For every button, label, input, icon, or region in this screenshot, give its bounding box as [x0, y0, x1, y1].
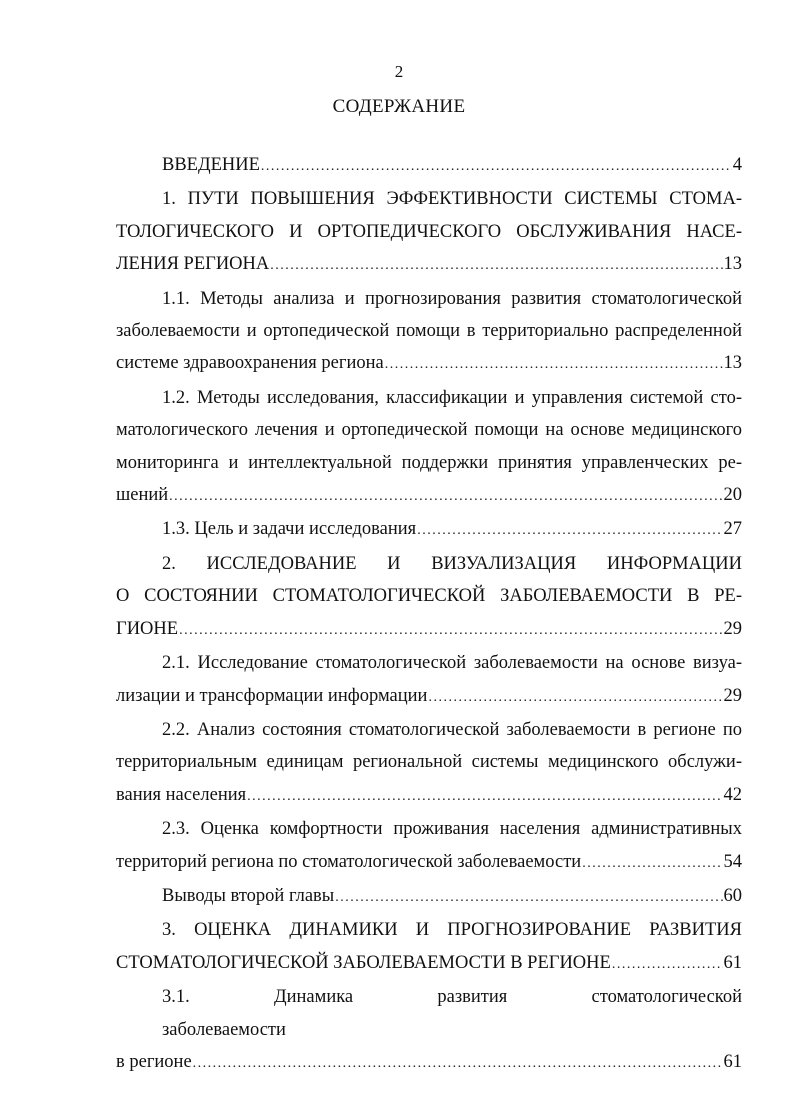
dot-leader — [612, 949, 723, 981]
toc-entry-line: матологического лечения и ортопедической помощи на основе медицинского — [116, 420, 742, 441]
toc-entry-line: 1.2. Методы исследования, классификации и управления системой сто- — [162, 387, 742, 408]
toc-entry-chapter-2[interactable] — [116, 548, 742, 647]
toc-entry-section-2-2[interactable] — [116, 714, 742, 813]
toc-page-number: 42 — [723, 784, 742, 805]
dot-leader — [270, 250, 722, 282]
toc-page-number: 29 — [723, 685, 742, 706]
toc-entry-section-2-1[interactable] — [116, 647, 742, 714]
toc-entry-line: 1.1. Методы анализа и прогнозирования развития стоматологической — [162, 288, 742, 309]
toc-entry-chapter-2-conclusions[interactable] — [116, 880, 742, 914]
toc-entry-line: 2.2. Анализ состояния стоматологической заболеваемости в регионе по — [162, 719, 742, 740]
toc-entry-line: 1. ПУТИ ПОВЫШЕНИЯ ЭФФЕКТИВНОСТИ СИСТЕМЫ СТОМА- — [162, 189, 742, 210]
toc-page-number: 13 — [723, 353, 742, 374]
toc-entry-line: 2.3. Оценка комфортности проживания населения административных — [162, 819, 742, 840]
toc-page-number: 61 — [723, 1051, 742, 1072]
toc-entry-title: 1.3. Цель и задачи исследования — [162, 519, 417, 540]
dot-leader — [385, 349, 723, 381]
toc-entry-section-3-1[interactable] — [116, 981, 742, 1080]
dot-leader — [428, 682, 722, 714]
dot-leader — [193, 1048, 723, 1080]
toc-entry-title: шений — [116, 485, 169, 506]
page-title: СОДЕРЖАНИЕ — [332, 96, 466, 117]
toc-entry-section-2-3[interactable] — [116, 813, 742, 880]
toc-entry-title: ЛЕНИЯ РЕГИОНА — [116, 254, 270, 275]
page-number: 2 — [394, 62, 404, 81]
toc-entry-title: в регионе — [116, 1051, 192, 1072]
toc-entry-title: Выводы второй главы — [162, 885, 335, 906]
toc-page-number: 27 — [723, 519, 742, 540]
toc-entry-title: ГИОНЕ — [116, 618, 179, 639]
dot-leader — [261, 151, 732, 183]
toc-entry-line: территориальным единицам региональной системы медицинского обслужи- — [116, 752, 742, 773]
toc-page-number: 29 — [723, 618, 742, 639]
dot-leader — [179, 615, 722, 647]
toc-entry-line: ТОЛОГИЧЕСКОГО И ОРТОПЕДИЧЕСКОГО ОБСЛУЖИВАНИЯ НАСЕ- — [116, 221, 742, 242]
toc-entry-chapter-1[interactable] — [116, 183, 742, 282]
toc-entry-line: 2. ИССЛЕДОВАНИЕ И ВИЗУАЛИЗАЦИЯ ИНФОРМАЦИИ — [162, 553, 742, 574]
toc-entry-title: СТОМАТОЛОГИЧЕСКОЙ ЗАБОЛЕВАЕМОСТИ В РЕГИОНЕ — [116, 952, 611, 973]
toc-entry-chapter-3[interactable] — [116, 914, 742, 981]
dot-leader — [247, 781, 722, 813]
toc-entry-line: 3.1. Динамика развития стоматологической заболеваемости — [162, 987, 742, 1040]
toc-entry-line: мониторинга и интеллектуальной поддержки принятия управленческих ре- — [116, 452, 742, 473]
toc-page-number: 54 — [723, 851, 742, 872]
toc-page-number: 61 — [723, 952, 742, 973]
toc-page-number: 4 — [732, 155, 742, 175]
toc-page-number: 13 — [723, 254, 742, 275]
dot-leader — [417, 515, 722, 547]
table-of-contents — [116, 149, 742, 1080]
dot-leader — [169, 481, 722, 513]
toc-entry-line: 3. ОЦЕНКА ДИНАМИКИ И ПРОГНОЗИРОВАНИЕ РАЗВИТИЯ — [162, 920, 742, 941]
toc-entry-line: 2.1. Исследование стоматологической заболеваемости на основе визуа- — [162, 653, 742, 674]
toc-entry-title: территорий региона по стоматологической заболеваемости — [116, 851, 582, 872]
toc-entry-section-1-3[interactable] — [116, 513, 742, 547]
toc-entry-title: вания населения — [116, 784, 247, 805]
toc-page-number: 20 — [723, 485, 742, 506]
dot-leader — [335, 882, 722, 914]
toc-page-number: 60 — [723, 885, 742, 906]
toc-entry-title: системе здравоохранения региона — [116, 353, 384, 374]
toc-entry-line: заболеваемости и ортопедической помощи в территориально распределенной — [116, 321, 742, 342]
toc-entry-title: лизации и трансформации информации — [116, 685, 428, 706]
toc-entry-introduction[interactable] — [116, 149, 742, 183]
toc-entry-section-1-2[interactable] — [116, 382, 742, 514]
toc-entry-line: О СОСТОЯНИИ СТОМАТОЛОГИЧЕСКОЙ ЗАБОЛЕВАЕМОСТИ В РЕ- — [116, 586, 742, 607]
toc-entry-section-1-1[interactable] — [116, 283, 742, 382]
dot-leader — [582, 848, 722, 880]
toc-entry-title: ВВЕДЕНИЕ — [162, 155, 260, 175]
